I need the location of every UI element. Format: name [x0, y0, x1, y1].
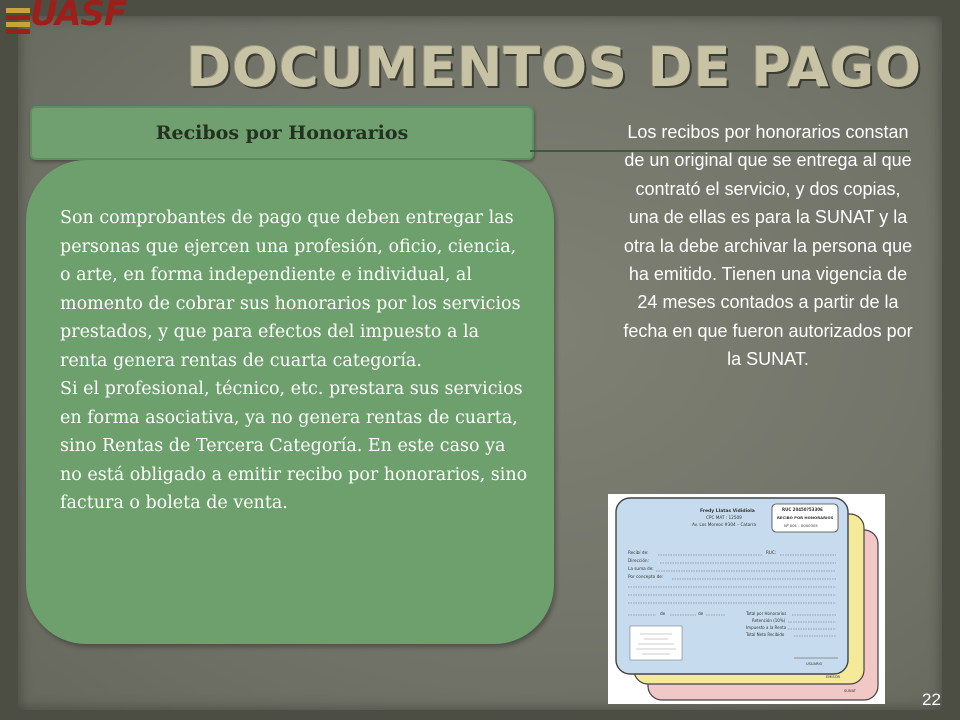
- receipt-issuer-name: Fredy Llatas Vididiola: [700, 509, 755, 514]
- receipt-ruc: RUC 20450?53306: [782, 507, 823, 512]
- receipt-copy-usuario: USUARIO: [806, 662, 823, 666]
- page-number: 22: [922, 690, 941, 709]
- receipt-image: [608, 494, 885, 704]
- logo-stripes: [6, 8, 30, 38]
- receipt-illustration: [608, 494, 885, 704]
- receipt-field-2: Dirección:: [628, 558, 649, 563]
- logo-text: UASF: [30, 0, 127, 34]
- receipt-issuer-address: Av. Los Moreos #304 – Catarra: [692, 522, 757, 527]
- receipt-issuer-id: CPC MAT : 12509: [706, 515, 742, 520]
- associative-paragraph: Si el profesional, técnico, etc. prestara sus servicios en forma asociativa, ya no genera rentas de cuarta, sino Rentas de Tercera Categoría. En este caso ya no está obligado a emitir recibo por honorarios, sino factura o boleta de venta.: [60, 379, 528, 513]
- uasf-logo: [0, 0, 127, 44]
- receipt-field-ruc: RUC:: [766, 550, 777, 555]
- section-header-label: Recibos por Honorarios: [155, 122, 409, 144]
- receipt-total-3: Impuesto a la Renta: [746, 625, 787, 630]
- receipt-total-4: Total Neto Recibido: [746, 632, 785, 637]
- receipt-field-1: Recibí de:: [628, 550, 649, 555]
- receipt-copy-emisor: EMISOR: [826, 675, 841, 679]
- copies-description: Los recibos por honorarios constan de un original que se entrega al que contrató el servicio, y dos copias, una de ellas es para la SUNAT y la otra la debe archivar la persona que ha emitido. Tienen una vigencia de 24 meses contados a partir de la fecha en que fueron autorizados por la SUNAT.: [623, 122, 913, 370]
- receipt-copy-sunat: SUNAT: [844, 689, 856, 693]
- receipt-total-1: Total por Honorarios: [746, 611, 787, 616]
- definition-paragraph: Son comprobantes de pago que deben entregar las personas que ejercen una profesión, oficio, ciencia, o arte, en forma independiente e individual, al momento de cobrar sus honorarios por los servicios prestados, y que para efectos del impuesto a la renta genera rentas de cuarta categoría.: [60, 208, 521, 371]
- receipt-field-3: La suma de:: [628, 566, 654, 571]
- receipt-doc-number: Nº 001 - 0000305: [784, 523, 818, 528]
- receipt-field-4: Por concepto de:: [628, 574, 664, 579]
- definition-box: [26, 160, 554, 644]
- receipt-total-2: Retención (10%): [752, 618, 786, 623]
- section-header: [30, 106, 534, 160]
- slide-title: DOCUMENTOS DE PAGO: [186, 36, 922, 99]
- receipt-date-de-2: de: [698, 611, 704, 616]
- receipt-date-de-1: de: [660, 611, 666, 616]
- receipt-doc-type: RECIBO POR HONORARIOS: [777, 515, 834, 520]
